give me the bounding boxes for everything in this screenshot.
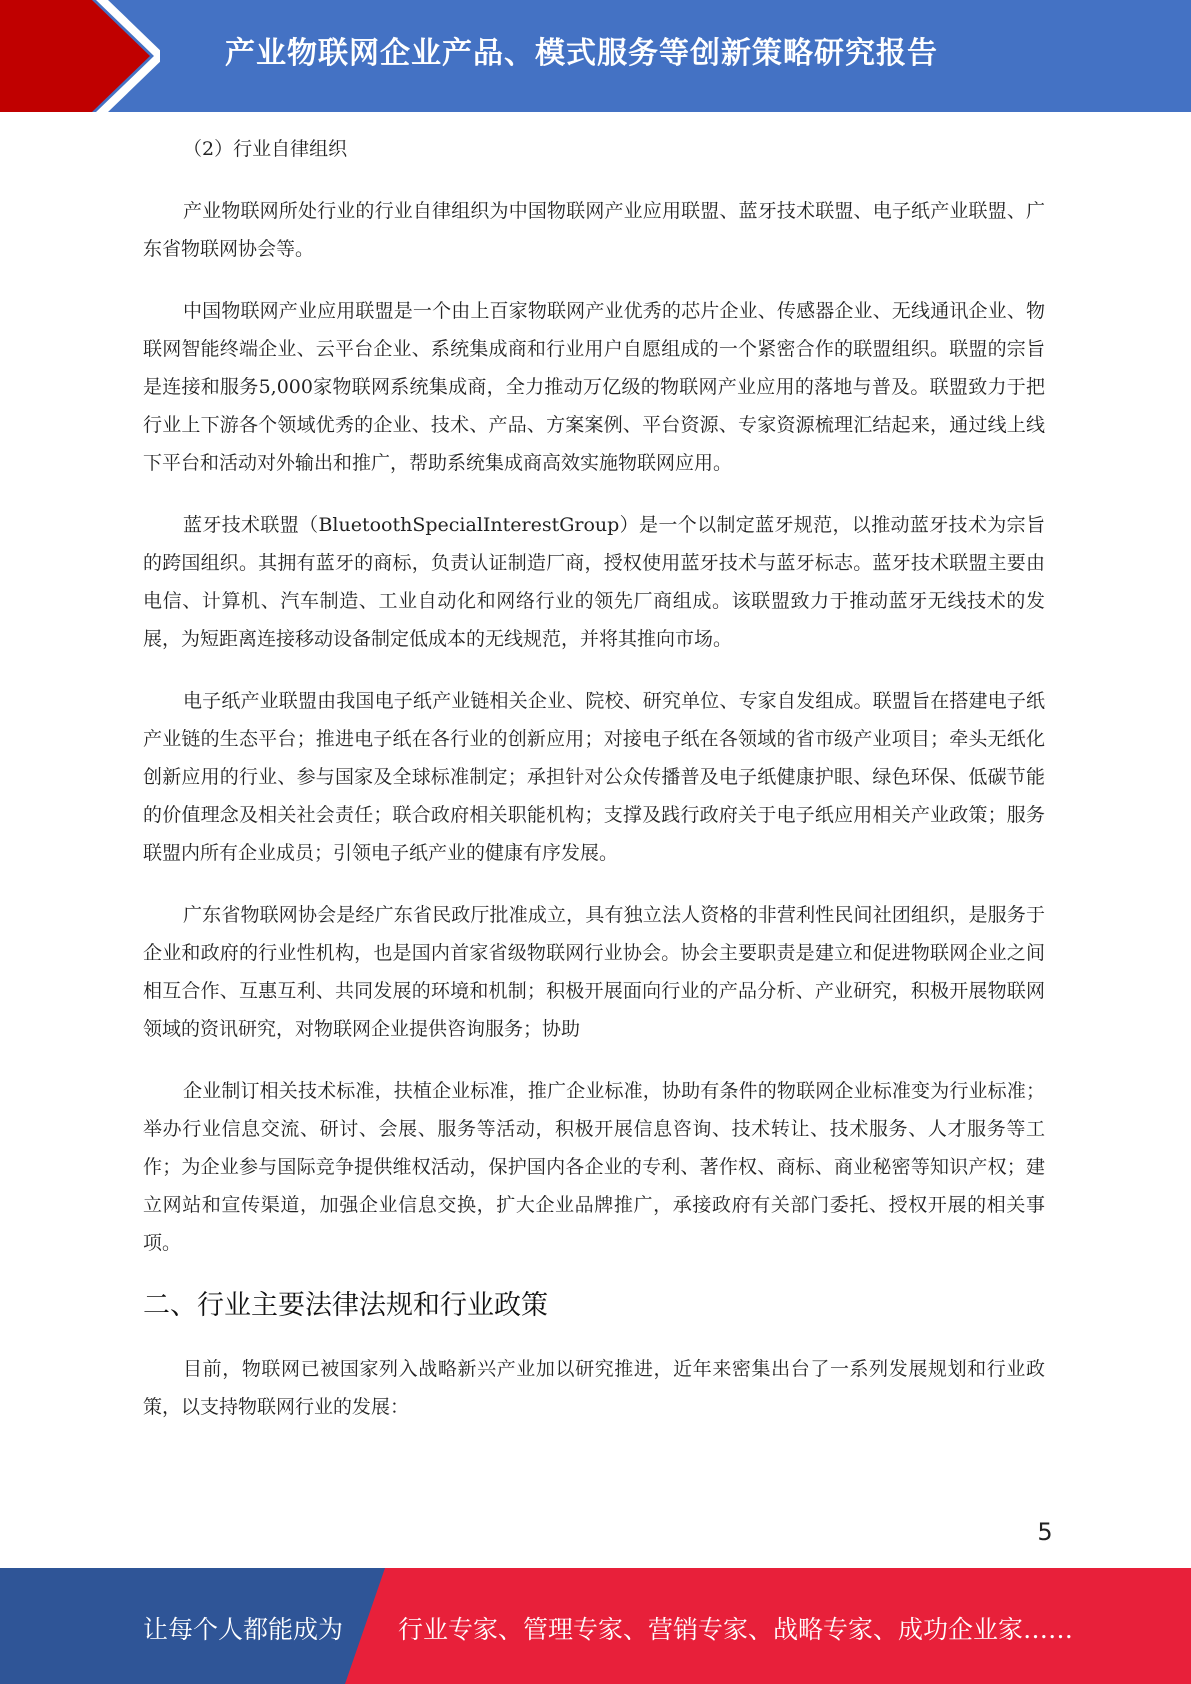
subheading: （2）行业自律组织 xyxy=(183,138,348,160)
paragraph: 产业物联网所处行业的行业自律组织为中国物联网产业应用联盟、蓝牙技术联盟、电子纸产业联盟、广东省物联网协会等。 xyxy=(143,200,1045,260)
page-header xyxy=(0,0,1191,112)
footer-slogan-left: 让每个人都能成为 xyxy=(143,1615,344,1644)
paragraph: 广东省物联网协会是经广东省民政厅批准成立，具有独立法人资格的非营利性民间社团组织，是服务于企业和政府的行业性机构，也是国内首家省级物联网行业协会。协会主要职责是建立和促进物联网企业之间相互合作、互惠互利、共同发展的环境和机制；积极开展面向行业的产品分析、产业研究，积极开展物联网领域的资讯研究，对物联网企业提供咨询服务；协助 xyxy=(143,904,1045,1040)
paragraph: 中国物联网产业应用联盟是一个由上百家物联网产业优秀的芯片企业、传感器企业、无线通讯企业、物联网智能终端企业、云平台企业、系统集成商和行业用户自愿组成的一个紧密合作的联盟组织。联盟的宗旨是连接和服务5,000家物联网系统集成商，全力推动万亿级的物联网产业应用的落地与普及。联盟致力于把行业上下游各个领域优秀的企业、技术、产品、方案案例、平台资源、专家资源梳理汇结起来，通过线上线下平台和活动对外输出和推广，帮助系统集成商高效实施物联网应用。 xyxy=(143,300,1045,474)
paragraph: 目前，物联网已被国家列入战略新兴产业加以研究推进，近年来密集出台了一系列发展规划和行业政策，以支持物联网行业的发展： xyxy=(143,1358,1045,1418)
paragraph: 电子纸产业联盟由我国电子纸产业链相关企业、院校、研究单位、专家自发组成。联盟旨在搭建电子纸产业链的生态平台；推进电子纸在各行业的创新应用；对接电子纸在各领域的省市级产业项目；牵头无纸化创新应用的行业、参与国家及全球标准制定；承担针对公众传播普及电子纸健康护眼、绿色环保、低碳节能的价值理念及相关社会责任；联合政府相关职能机构；支撑及践行政府关于电子纸应用相关产业政策；服务联盟内所有企业成员；引领电子纸产业的健康有序发展。 xyxy=(143,690,1045,864)
red-chevron-icon xyxy=(0,0,160,112)
paragraph: 蓝牙技术联盟（BluetoothSpecialInterestGroup）是一个以制定蓝牙规范，以推动蓝牙技术为宗旨的跨国组织。其拥有蓝牙的商标，负责认证制造厂商，授权使用蓝牙技术与蓝牙标志。蓝牙技术联盟主要由电信、计算机、汽车制造、工业自动化和网络行业的领先厂商组成。该联盟致力于推动蓝牙无线技术的发展，为短距离连接移动设备制定低成本的无线规范，并将其推向市场。 xyxy=(143,514,1045,650)
page-footer xyxy=(0,1568,1191,1684)
paragraph: 企业制订相关技术标准，扶植企业标准，推广企业标准，协助有条件的物联网企业标准变为行业标准；举办行业信息交流、研讨、会展、服务等活动，积极开展信息咨询、技术转让、技术服务、人才服务等工作；为企业参与国际竞争提供维权活动，保护国内各企业的专利、著作权、商标、商业秘密等知识产权；建立网站和宣传渠道，加强企业信息交换，扩大企业品牌推广，承接政府有关部门委托、授权开展的相关事项。 xyxy=(143,1080,1045,1254)
report-title: 产业物联网企业产品、模式服务等创新策略研究报告 xyxy=(225,36,938,71)
page-number: 5 xyxy=(1037,1518,1053,1546)
section-heading: 二、行业主要法律法规和行业政策 xyxy=(143,1290,548,1321)
page-content xyxy=(143,130,1045,1450)
footer-slogan-right: 行业专家、管理专家、营销专家、战略专家、成功企业家…… xyxy=(398,1615,1074,1644)
